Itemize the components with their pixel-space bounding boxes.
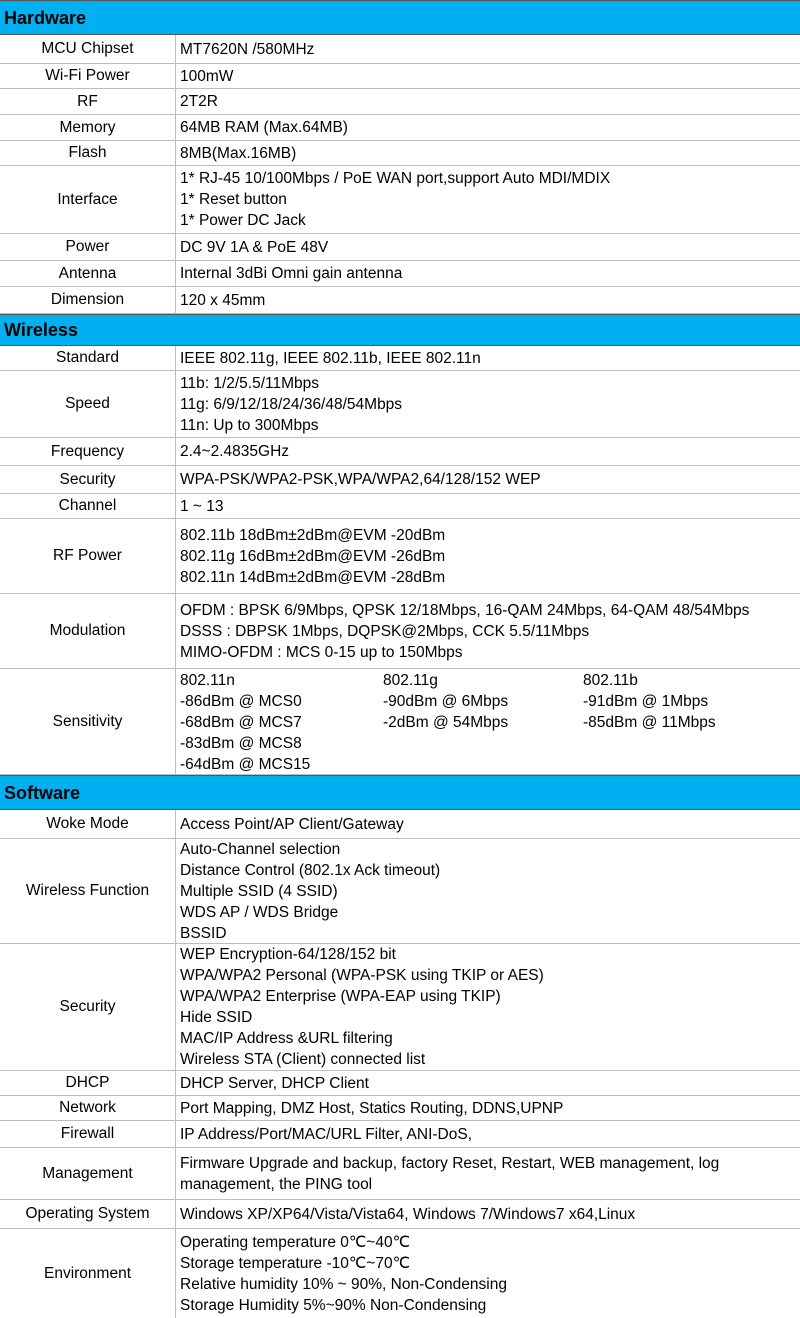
row-label: Interface <box>0 166 176 233</box>
row-value <box>180 35 798 63</box>
row-value <box>180 594 798 668</box>
row-label: Management <box>0 1148 176 1199</box>
row-value <box>180 371 798 437</box>
value-line: MAC/IP Address &URL filtering <box>180 1030 393 1047</box>
row-value <box>180 89 798 114</box>
row-label: Wi-Fi Power <box>0 64 176 88</box>
value-line: 2.4~2.4835GHz <box>180 443 290 460</box>
value-line: Multiple SSID (4 SSID) <box>180 882 338 900</box>
sensitivity-values <box>180 669 798 774</box>
value-line: WPA/WPA2 Personal (WPA-PSK using TKIP or AES) <box>180 967 544 984</box>
section-title: Hardware <box>4 7 87 28</box>
value-line: OFDM : BPSK 6/9Mbps, QPSK 12/18Mbps, 16-QAM 24Mbps, 64-QAM 48/54Mbps <box>180 601 750 619</box>
row-label: Speed <box>0 371 176 437</box>
value-line: DSSS : DBPSK 1Mbps, DQPSK@2Mbps, CCK 5.5/11Mbps <box>180 622 590 640</box>
spec-row-memory <box>0 115 800 141</box>
value-line: Port Mapping, DMZ Host, Statics Routing, DDNS,UPNP <box>180 1099 564 1117</box>
sensitivity-column-80211n <box>180 670 310 775</box>
row-label: RF Power <box>0 519 176 593</box>
spec-row-software-security <box>0 944 800 1071</box>
row-value <box>180 839 798 943</box>
spec-row-dhcp <box>0 1071 800 1096</box>
value-line: Wireless STA (Client) connected list <box>180 1051 426 1068</box>
value-line: 2T2R <box>180 93 218 110</box>
row-value <box>180 438 798 465</box>
value-line: 11n: Up to 300Mbps <box>180 416 319 434</box>
row-value <box>180 494 798 518</box>
row-label: Operating System <box>0 1200 176 1228</box>
sensitivity-value: -90dBm @ 6Mbps <box>383 693 509 710</box>
sensitivity-heading: 802.11g <box>383 672 438 689</box>
row-value <box>180 519 798 593</box>
sensitivity-heading: 802.11n <box>180 672 235 689</box>
spec-row-dimension <box>0 287 800 314</box>
row-value <box>180 1200 798 1228</box>
value-line: 1* Reset button <box>180 191 287 208</box>
value-line: WEP Encryption-64/128/152 bit <box>180 946 396 963</box>
row-label: RF <box>0 89 176 114</box>
row-value <box>180 346 798 370</box>
spec-row-modulation <box>0 594 800 669</box>
value-line: 120 x 45mm <box>180 291 266 309</box>
value-line: Windows XP/XP64/Vista/Vista64, Windows 7/Windows7 x64,Linux <box>180 1205 636 1223</box>
row-label: Modulation <box>0 594 176 668</box>
value-line: IEEE 802.11g, IEEE 802.11b, IEEE 802.11n <box>180 349 481 367</box>
value-line: WPA/WPA2 Enterprise (WPA-EAP using TKIP) <box>180 988 501 1005</box>
sensitivity-value: -83dBm @ MCS8 <box>180 735 302 752</box>
row-value <box>180 115 798 140</box>
value-line: IP Address/Port/MAC/URL Filter, ANI-DoS, <box>180 1125 473 1143</box>
spec-row-power <box>0 234 800 261</box>
row-value <box>180 466 798 493</box>
row-value <box>180 810 798 838</box>
value-line: Auto-Channel selection <box>180 840 341 858</box>
row-value <box>180 287 798 313</box>
value-line: MIMO-OFDM : MCS 0-15 up to 150Mbps <box>180 643 463 661</box>
value-line: 1* Power DC Jack <box>180 212 306 229</box>
spec-row-network <box>0 1096 800 1121</box>
sensitivity-value: -64dBm @ MCS15 <box>180 756 311 773</box>
section-title: Software <box>4 782 81 803</box>
row-value <box>180 1121 798 1147</box>
row-value <box>180 1071 798 1095</box>
row-label: Channel <box>0 494 176 518</box>
sensitivity-heading: 802.11b <box>583 672 638 689</box>
spec-row-management <box>0 1148 800 1200</box>
spec-row-wireless-security <box>0 466 800 494</box>
row-label: DHCP <box>0 1071 176 1095</box>
row-label: Antenna <box>0 261 176 286</box>
row-value <box>180 1229 798 1318</box>
spec-row-work-mode <box>0 810 800 839</box>
section-title: Wireless <box>4 320 78 340</box>
spec-row-operating-system <box>0 1200 800 1229</box>
row-value <box>180 64 798 88</box>
row-label: Power <box>0 234 176 260</box>
row-value <box>180 141 798 165</box>
row-value <box>180 944 798 1070</box>
sensitivity-value: -91dBm @ 1Mbps <box>583 693 709 710</box>
row-label: Wireless Function <box>0 839 176 943</box>
spec-row-wifi-power <box>0 64 800 89</box>
spec-row-sensitivity <box>0 669 800 775</box>
spec-row-firewall <box>0 1121 800 1148</box>
row-label: Environment <box>0 1229 176 1318</box>
spec-row-standard <box>0 346 800 371</box>
row-value <box>180 261 798 286</box>
value-line: WDS AP / WDS Bridge <box>180 903 339 921</box>
spec-row-mcu-chipset <box>0 35 800 64</box>
row-label: Network <box>0 1096 176 1120</box>
row-value <box>180 166 798 233</box>
row-value <box>180 234 798 260</box>
value-line: 11b: 1/2/5.5/11Mbps <box>180 374 320 392</box>
row-label: Security <box>0 466 176 493</box>
spec-row-channel <box>0 494 800 519</box>
row-label: Woke Mode <box>0 810 176 838</box>
spec-row-environment <box>0 1229 800 1318</box>
spec-row-antenna <box>0 261 800 287</box>
row-label: Standard <box>0 346 176 370</box>
row-label: Firewall <box>0 1121 176 1147</box>
value-line: 802.11b 18dBm±2dBm@EVM -20dBm <box>180 526 446 544</box>
section-header-software <box>0 775 800 810</box>
sensitivity-value: -68dBm @ MCS7 <box>180 714 302 731</box>
sensitivity-value: -2dBm @ 54Mbps <box>383 714 509 731</box>
value-line: 11g: 6/9/12/18/24/36/48/54Mbps <box>180 395 403 413</box>
value-line: Storage Humidity 5%~90% Non-Condensing <box>180 1296 487 1314</box>
sensitivity-value: -86dBm @ MCS0 <box>180 693 302 710</box>
value-line: 8MB(Max.16MB) <box>180 144 297 162</box>
value-line: 100mW <box>180 67 234 85</box>
sensitivity-value: -85dBm @ 11Mbps <box>583 714 716 731</box>
spec-row-rf-power <box>0 519 800 594</box>
value-line: management, the PING tool <box>180 1175 373 1193</box>
row-label: Memory <box>0 115 176 140</box>
row-label: Security <box>0 944 176 1070</box>
spec-row-flash <box>0 141 800 166</box>
value-line: DC 9V 1A & PoE 48V <box>180 238 329 256</box>
spec-row-speed <box>0 371 800 438</box>
row-label: Dimension <box>0 287 176 313</box>
spec-row-rf <box>0 89 800 115</box>
value-line: WPA-PSK/WPA2-PSK,WPA/WPA2,64/128/152 WEP <box>180 471 541 488</box>
row-value <box>180 1096 798 1120</box>
sensitivity-column-80211g <box>383 670 508 733</box>
value-line: Firmware Upgrade and backup, factory Reset, Restart, WEB management, log <box>180 1154 720 1172</box>
value-line: Internal 3dBi Omni gain antenna <box>180 265 403 282</box>
value-line: 64MB RAM (Max.64MB) <box>180 119 348 136</box>
spec-row-wireless-function <box>0 839 800 944</box>
spec-row-frequency <box>0 438 800 466</box>
value-line: Access Point/AP Client/Gateway <box>180 815 404 833</box>
row-label: Frequency <box>0 438 176 465</box>
value-line: 802.11g 16dBm±2dBm@EVM -26dBm <box>180 547 446 565</box>
value-line: Relative humidity 10% ~ 90%, Non-Condensing <box>180 1275 507 1293</box>
value-line: Hide SSID <box>180 1009 253 1026</box>
value-line: 1* RJ-45 10/100Mbps / PoE WAN port,support Auto MDI/MDIX <box>180 170 611 187</box>
value-line: Operating temperature 0℃~40℃ <box>180 1233 410 1251</box>
row-label: MCU Chipset <box>0 35 176 63</box>
value-line: Distance Control (802.1x Ack timeout) <box>180 861 441 879</box>
value-line: 802.11n 14dBm±2dBm@EVM -28dBm <box>180 568 446 586</box>
section-header-hardware <box>0 0 800 35</box>
value-line: Storage temperature -10℃~70℃ <box>180 1254 410 1272</box>
value-line: MT7620N /580MHz <box>180 40 315 58</box>
sensitivity-column-80211b <box>583 670 716 733</box>
row-value <box>180 1148 798 1199</box>
row-label: Sensitivity <box>0 669 176 774</box>
section-header-wireless <box>0 314 800 346</box>
value-line: 1 ~ 13 <box>180 497 224 515</box>
spec-row-interface <box>0 166 800 234</box>
value-line: DHCP Server, DHCP Client <box>180 1074 369 1092</box>
value-line: BSSID <box>180 924 227 942</box>
row-label: Flash <box>0 141 176 165</box>
